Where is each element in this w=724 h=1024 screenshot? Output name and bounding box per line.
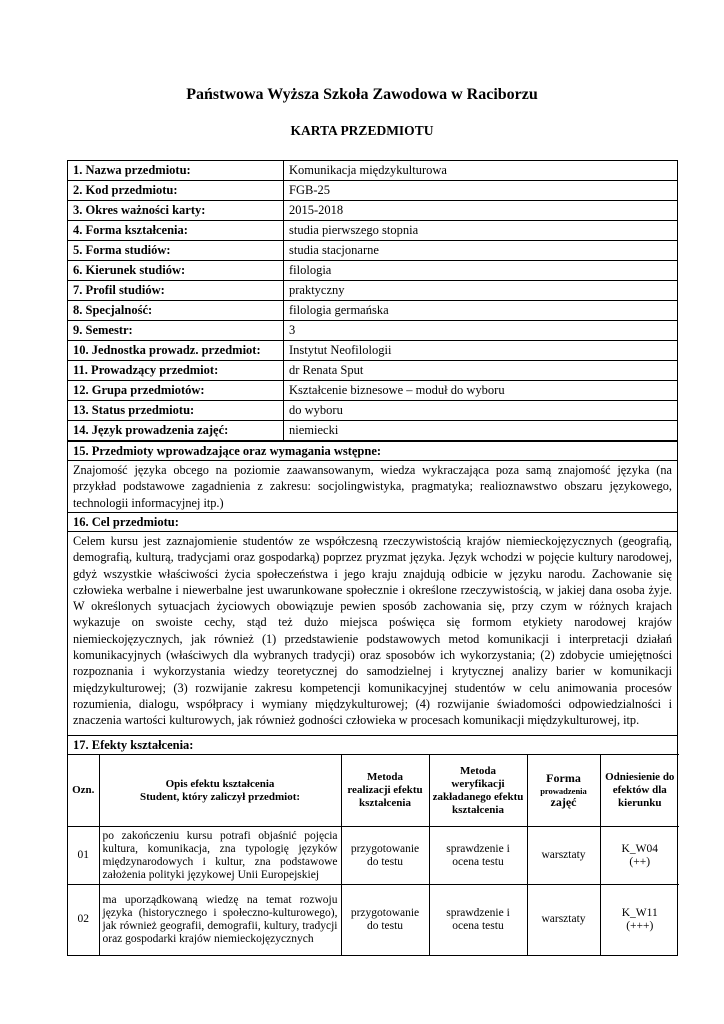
info-value: Komunikacja międzykulturowa (284, 161, 678, 181)
info-row (68, 381, 677, 401)
row-odniesienie-code: K_W11 (621, 906, 658, 919)
section-16-title: 16. Cel przedmiotu: (68, 512, 677, 531)
info-label: 4. Forma kształcenia: (68, 221, 284, 241)
header-metoda-weryfikacji: Metoda weryfikacji zakładanego efektu kształcenia (429, 755, 527, 827)
header-forma-line1: Forma (546, 770, 581, 785)
info-label: 9. Semestr: (68, 321, 284, 341)
info-value: filologia (284, 261, 678, 281)
header-opis (99, 755, 341, 827)
section-16-text: Celem kursu jest zaznajomienie studentów ze współczesną rzeczywistością krajów niemieckojęzycznych (geografią, demografią, kulturą, tradycjami oraz gospodarką) poprzez pryzmat języka. Język wchodzi w pojęcie kultury narodowej, gdyż wszystkie właściwości życia społeczeństwa i jego kraju znajdują odbicie w języku narodu. Zachowanie się człowieka werbalne i niewerbalne jest uwarunkowane społecznie i określone rzeczywistością, w jakiej dana osoba żyje. W określonych sytuacjach życiowych obowiązuje pewien sposób zachowania się, przy czym w różnych krajach wykazuje on swoiste cechy, stąd też dużo miejsca poświęca się formom etykiety narodowej krajów niemieckojęzycznych, jak również (1) przedstawienie podstawowych metod komunikacji i interpretacji działań komunikacyjnych (właściwych dla wybranych tradycji) oraz sposobów ich wykorzystania; (2) zdobycie umiejętności rozpoznania i wykorzystania wiedzy teoretycznej do samodzielnej i krytycznej analizy barier w komunikacji międzykulturowej; (3) rozwijanie zakresu kompetencji komunikacyjnej studentów w celu animowania procesów rozumienia, dialogu, współpracy i wymiany międzykulturowej; (4) rozwijanie świadomości odpowiedzialności i znaczenia wartości kulturowych, jak również godności człowieka w procesach komunikacji międzykulturowej, itp. (68, 531, 677, 735)
row-forma: warsztaty (527, 827, 600, 885)
info-label: 14. Język prowadzenia zajęć: (68, 421, 284, 441)
outcomes-header-row (68, 755, 679, 827)
info-label: 2. Kod przedmiotu: (68, 181, 284, 201)
row-odniesienie-strength: (+++) (626, 919, 654, 932)
info-label: 6. Kierunek studiów: (68, 261, 284, 281)
info-value: praktyczny (284, 281, 678, 301)
course-info-table (68, 161, 677, 441)
info-value: studia pierwszego stopnia (284, 221, 678, 241)
info-value: filologia germańska (284, 301, 678, 321)
table-row (68, 885, 679, 955)
info-row (68, 241, 677, 261)
row-forma: warsztaty (527, 885, 600, 955)
info-row (68, 341, 677, 361)
info-value: niemiecki (284, 421, 678, 441)
info-label: 5. Forma studiów: (68, 241, 284, 261)
row-odniesienie-code: K_W04 (621, 842, 658, 855)
row-opis: po zakończeniu kursu potrafi objaśnić pojęcia kultura, komunikacja, zna typologię języków międzynarodowych i kultur, zna podstawowe założenia polityki językowej Unii Europejskiej (99, 827, 341, 885)
info-row (68, 401, 677, 421)
info-row (68, 221, 677, 241)
document-title: KARTA PRZEDMIOTU (290, 123, 434, 138)
header-opis-line2: Student, który zaliczył przedmiot: (139, 790, 301, 803)
info-value: 3 (284, 321, 678, 341)
row-realizacja: przygotowanie do testu (341, 885, 429, 955)
institution-title: Państwowa Wyższa Szkoła Zawodowa w Raciborzu (186, 86, 538, 103)
header-forma-line2: prowadzenia (540, 785, 587, 796)
learning-outcomes-table (68, 754, 679, 955)
info-label: 10. Jednostka prowadz. przedmiot: (68, 341, 284, 361)
info-row (68, 301, 677, 321)
row-ozn: 01 (68, 827, 99, 885)
section-17-title: 17. Efekty kształcenia: (68, 735, 677, 754)
header-forma (527, 755, 600, 827)
info-value: dr Renata Sput (284, 361, 678, 381)
row-opis: ma uporządkowaną wiedzę na temat rozwoju języka (historycznego i społeczno-kulturowego), jak również geografii, demografii, kultury, tradycji oraz gospodarki krajów niemieckojęzycznych (99, 885, 341, 955)
info-value: FGB-25 (284, 181, 678, 201)
info-row (68, 181, 677, 201)
info-label: 13. Status przedmiotu: (68, 401, 284, 421)
header-metoda-realizacji: Metoda realizacji efektu kształcenia (341, 755, 429, 827)
row-odniesienie-strength: (++) (629, 855, 651, 868)
info-row (68, 261, 677, 281)
info-value: studia stacjonarne (284, 241, 678, 261)
info-row (68, 281, 677, 301)
info-row (68, 421, 677, 441)
info-value: Kształcenie biznesowe – moduł do wyboru (284, 381, 678, 401)
row-weryfikacja: sprawdzenie i ocena testu (429, 827, 527, 885)
info-row (68, 161, 677, 181)
info-label: 7. Profil studiów: (68, 281, 284, 301)
table-row (68, 827, 679, 885)
section-15-text: Znajomość języka obcego na poziomie zaawansowanym, wiedza wykraczająca poza samą znajomość języka (na przykład podstawowe zagadnienia z zakresu: socjolingwistyka, pragmatyka; realioznawstwo obszaru językowego, technologii informacyjnej itp.) (68, 460, 677, 512)
course-card (67, 160, 678, 956)
info-label: 12. Grupa przedmiotów: (68, 381, 284, 401)
info-row (68, 321, 677, 341)
info-label: 11. Prowadzący przedmiot: (68, 361, 284, 381)
row-odniesienie (600, 827, 679, 885)
header-opis-line1: Opis efektu kształcenia (165, 777, 275, 790)
info-row (68, 201, 677, 221)
row-realizacja: przygotowanie do testu (341, 827, 429, 885)
header-forma-line3: zajęć (550, 794, 577, 809)
row-weryfikacja: sprawdzenie i ocena testu (429, 885, 527, 955)
info-value: Instytut Neofilologii (284, 341, 678, 361)
row-odniesienie (600, 885, 679, 955)
info-row (68, 361, 677, 381)
info-value: 2015-2018 (284, 201, 678, 221)
header-odniesienie: Odniesienie do efektów dla kierunku (600, 755, 679, 827)
row-ozn: 02 (68, 885, 99, 955)
info-label: 8. Specjalność: (68, 301, 284, 321)
info-label: 1. Nazwa przedmiotu: (68, 161, 284, 181)
header-ozn: Ozn. (68, 755, 99, 827)
section-15-title: 15. Przedmioty wprowadzające oraz wymagania wstępne: (68, 441, 677, 460)
info-label: 3. Okres ważności karty: (68, 201, 284, 221)
info-value: do wyboru (284, 401, 678, 421)
